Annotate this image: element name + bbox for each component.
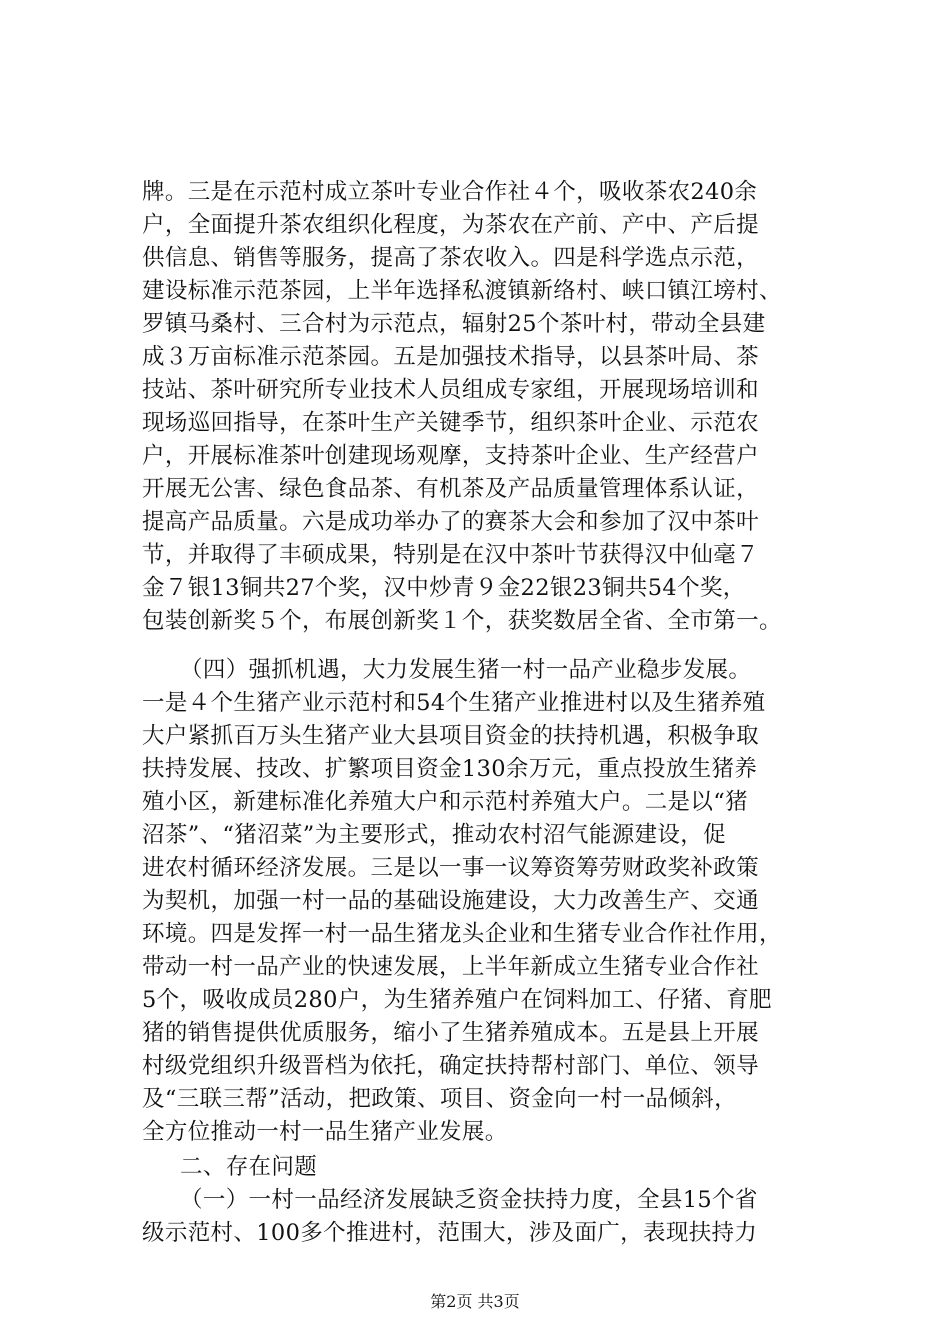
- paragraph-line: 罗镇马桑村、三合村为示范点，辐射25个茶叶村，带动全县建: [142, 311, 766, 337]
- paragraph-line: 牌。三是在示范村成立茶叶专业合作社４个，吸收茶农240余: [142, 179, 758, 205]
- paragraph-line: 一是４个生猪产业示范村和54个生猪产业推进村以及生猪养殖: [142, 690, 766, 716]
- paragraph-line: 户，开展标准茶叶创建现场观摩，支持茶叶企业、生产经营户: [142, 443, 759, 469]
- paragraph-line: 包装创新奖５个，布展创新奖１个，获奖数居全省、全市第一。: [142, 608, 782, 634]
- paragraph-line: 大户紧抓百万头生猪产业大县项目资金的扶持机遇，积极争取: [142, 723, 759, 749]
- paragraph-line: 节，并取得了丰硕成果，特别是在汉中茶叶节获得汉中仙毫７: [142, 542, 759, 568]
- paragraph-line: 5个，吸收成员280户，为生猪养殖户在饲料加工、仔猪、育肥: [142, 987, 772, 1013]
- page-footer: 第2页 共3页: [430, 1292, 520, 1311]
- section-heading: 二、存在问题: [180, 1154, 318, 1180]
- paragraph-line: 为契机，加强一村一品的基础设施建设，大力改善生产、交通: [142, 888, 759, 914]
- paragraph-line: 全方位推动一村一品生猪产业发展。: [142, 1119, 508, 1145]
- paragraph-line: 成３万亩标准示范茶园。五是加强技术指导，以县茶叶局、茶: [142, 344, 759, 370]
- paragraph-line: 提高产品质量。六是成功举办了的赛茶大会和参加了汉中茶叶: [142, 509, 759, 535]
- paragraph-line: 供信息、销售等服务，提高了茶农收入。四是科学选点示范，: [142, 245, 759, 271]
- paragraph-line: 环境。四是发挥一村一品生猪龙头企业和生猪专业合作社作用，: [142, 921, 782, 947]
- paragraph-line: 猪的销售提供优质服务，缩小了生猪养殖成本。五是县上开展: [142, 1020, 759, 1046]
- paragraph-line: 进农村循环经济发展。三是以一事一议筹资筹劳财政奖补政策: [142, 855, 759, 881]
- paragraph-line: 殖小区，新建标准化养殖大户和示范村养殖大户。二是以“猪: [142, 789, 748, 815]
- section-heading: （四）强抓机遇，大力发展生猪一村一品产业稳步发展。: [180, 657, 752, 683]
- subsection-heading: （一）一村一品经济发展缺乏资金扶持力度，全县15个省: [180, 1187, 758, 1213]
- paragraph-line: 扶持发展、技改、扩繁项目资金130余万元，重点投放生猪养: [142, 756, 758, 782]
- paragraph-line: 级示范村、100多个推进村，范围大，涉及面广，表现扶持力: [142, 1220, 758, 1246]
- paragraph-line: 现场巡回指导，在茶叶生产关键季节，组织茶叶企业、示范农: [142, 410, 759, 436]
- paragraph-line: 及“三联三帮”活动，把政策、项目、资金向一村一品倾斜，: [142, 1086, 737, 1112]
- paragraph-line: 技站、茶叶研究所专业技术人员组成专家组，开展现场培训和: [142, 377, 759, 403]
- paragraph-line: 建设标准示范茶园，上半年选择私渡镇新络村、峡口镇江塝村、: [142, 278, 782, 304]
- paragraph-line: 村级党组织升级晋档为依托，确定扶持帮村部门、单位、领导: [142, 1053, 759, 1079]
- paragraph-line: 户，全面提升茶农组织化程度，为茶农在产前、产中、产后提: [142, 212, 759, 238]
- paragraph-line: 沼茶”、“猪沼菜”为主要形式，推动农村沼气能源建设，促: [142, 822, 726, 848]
- paragraph-line: 带动一村一品产业的快速发展，上半年新成立生猪专业合作社: [142, 954, 759, 980]
- paragraph-line: 开展无公害、绿色食品茶、有机茶及产品质量管理体系认证，: [142, 476, 759, 502]
- paragraph-line: 金７银13铜共27个奖，汉中炒青９金22银23铜共54个奖，: [142, 575, 746, 601]
